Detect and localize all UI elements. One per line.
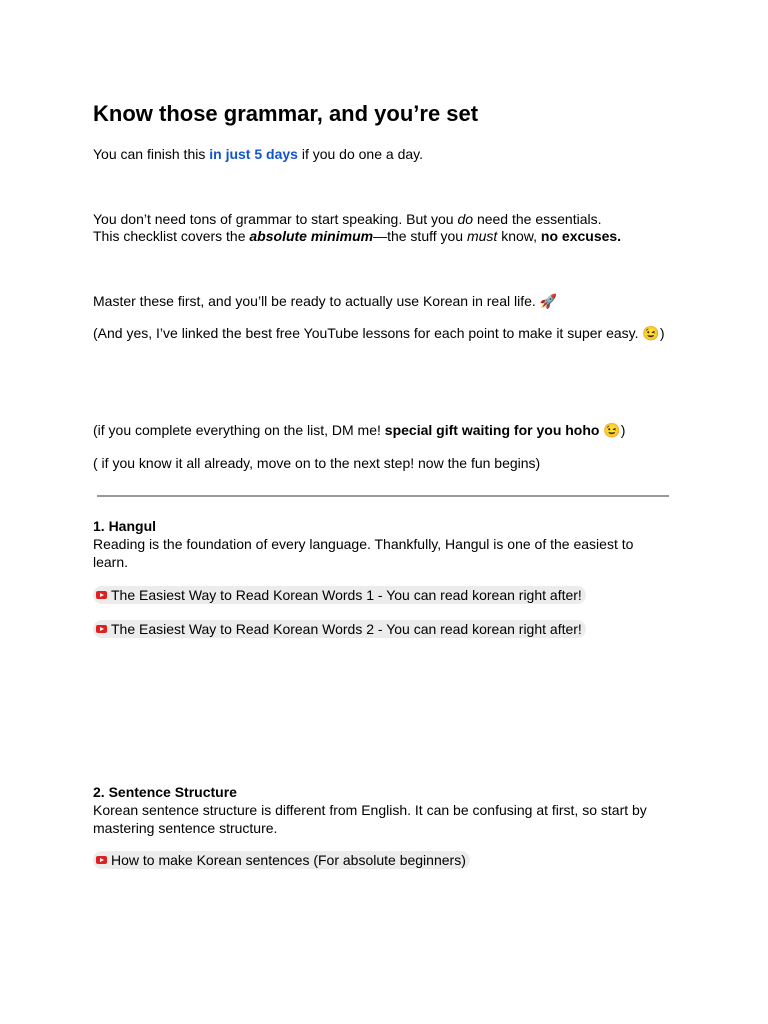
highlight-link[interactable]: in just 5 days bbox=[209, 146, 298, 162]
page-title: Know those grammar, and you’re set bbox=[93, 101, 479, 126]
paragraph-3: Master these first, and you’ll be ready to actually use Korean in real life. 🚀 bbox=[93, 293, 558, 309]
paragraph-6: ( if you know it all already, move on to the next step! now the fun begins) bbox=[93, 455, 541, 471]
paragraph-5: (if you complete everything on the list, DM me! special gift waiting for you hoho 😉) bbox=[93, 422, 626, 438]
intro: You can finish this in just 5 days if you do one a day. bbox=[93, 146, 423, 162]
paragraph-2: This checklist covers the absolute minimum—the stuff you must know, no excuses. bbox=[93, 228, 622, 244]
video-link-1[interactable]: The Easiest Way to Read Korean Words 1 - You can read korean right after! bbox=[93, 586, 586, 604]
video-link-3[interactable]: How to make Korean sentences (For absolute beginners) bbox=[93, 851, 470, 869]
youtube-icon bbox=[96, 625, 107, 633]
youtube-icon bbox=[96, 856, 107, 864]
section-2-desc: Korean sentence structure is different from English. It can be confusing at first, so start by mastering sentence structure. bbox=[93, 802, 647, 836]
paragraph-1: You don’t need tons of grammar to start speaking. But you do need the essentials. bbox=[93, 211, 602, 227]
youtube-icon bbox=[96, 591, 107, 599]
divider bbox=[97, 495, 669, 497]
section-2-heading: 2. Sentence Structure bbox=[93, 784, 237, 800]
section-1-heading: 1. Hangul bbox=[93, 518, 157, 534]
section-1-desc: Reading is the foundation of every language. Thankfully, Hangul is one of the easiest to learn. bbox=[93, 536, 634, 570]
paragraph-4: (And yes, I’ve linked the best free YouTube lessons for each point to make it super easy. 😉) bbox=[93, 325, 665, 341]
video-link-2[interactable]: The Easiest Way to Read Korean Words 2 - You can read korean right after! bbox=[93, 620, 586, 638]
